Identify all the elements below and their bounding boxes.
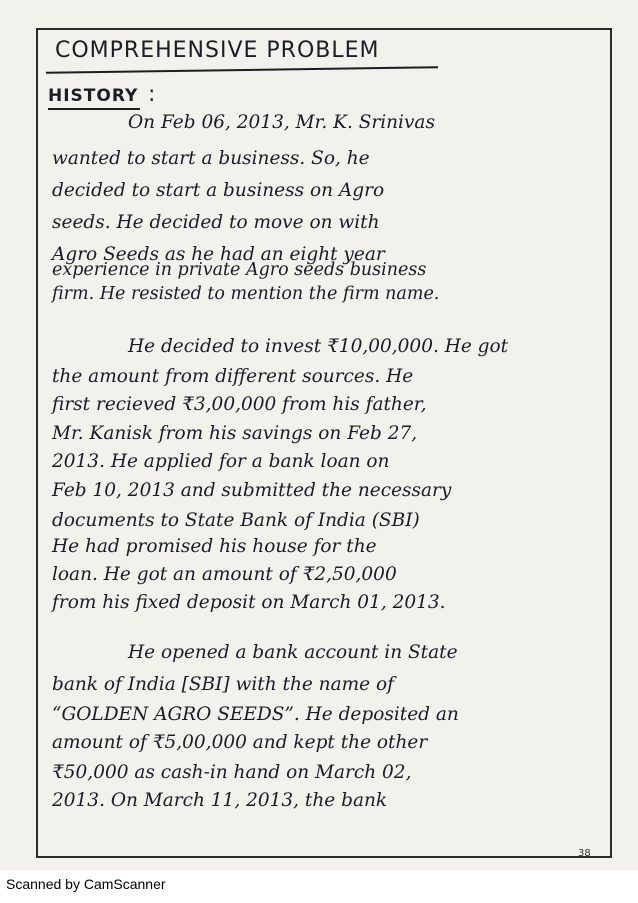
body-line: Feb 10, 2013 and submitted the necessary — [52, 480, 452, 501]
body-line: from his fixed deposit on March 01, 2013. — [52, 592, 446, 613]
body-line: Mr. Kanisk from his savings on Feb 27, — [52, 423, 418, 444]
body-line: On Feb 06, 2013, Mr. K. Srinivas — [128, 112, 435, 133]
body-line: first recieved ₹3,00,000 from his father, — [52, 394, 427, 415]
body-line: He opened a bank account in State — [128, 642, 458, 663]
body-line: He had promised his house for the — [52, 536, 377, 557]
body-line: amount of ₹5,00,000 and kept the other — [52, 732, 428, 753]
body-line: documents to State Bank of India (SBI) — [52, 510, 420, 531]
body-line: decided to start a business on Agro — [52, 180, 385, 201]
body-line: experience in private Agro seeds business — [52, 260, 427, 280]
body-line: the amount from different sources. He — [52, 366, 414, 387]
body-line: “GOLDEN AGRO SEEDS”. He deposited an — [52, 704, 459, 725]
page-number: 38 — [578, 848, 591, 859]
section-colon: : — [148, 82, 156, 107]
section-label-underline — [48, 108, 140, 110]
body-line: 2013. He applied for a bank loan on — [52, 451, 390, 472]
body-line: Agro Seeds as he had an eight year — [52, 244, 385, 265]
body-line: firm. He resisted to mention the firm name. — [52, 284, 440, 304]
body-line: wanted to start a business. So, he — [52, 148, 370, 169]
scanner-caption: Scanned by CamScanner — [6, 876, 166, 892]
body-line: seeds. He decided to move on with — [52, 212, 380, 233]
body-line: He decided to invest ₹10,00,000. He got — [128, 336, 509, 357]
body-line: 2013. On March 11, 2013, the bank — [52, 790, 388, 811]
body-line: loan. He got an amount of ₹2,50,000 — [52, 564, 397, 585]
section-label-history: HISTORY — [48, 86, 139, 106]
body-line: ₹50,000 as cash-in hand on March 02, — [52, 762, 412, 783]
body-line: bank of India [SBI] with the name of — [52, 674, 394, 695]
page-title: COMPREHENSIVE PROBLEM — [55, 38, 380, 63]
